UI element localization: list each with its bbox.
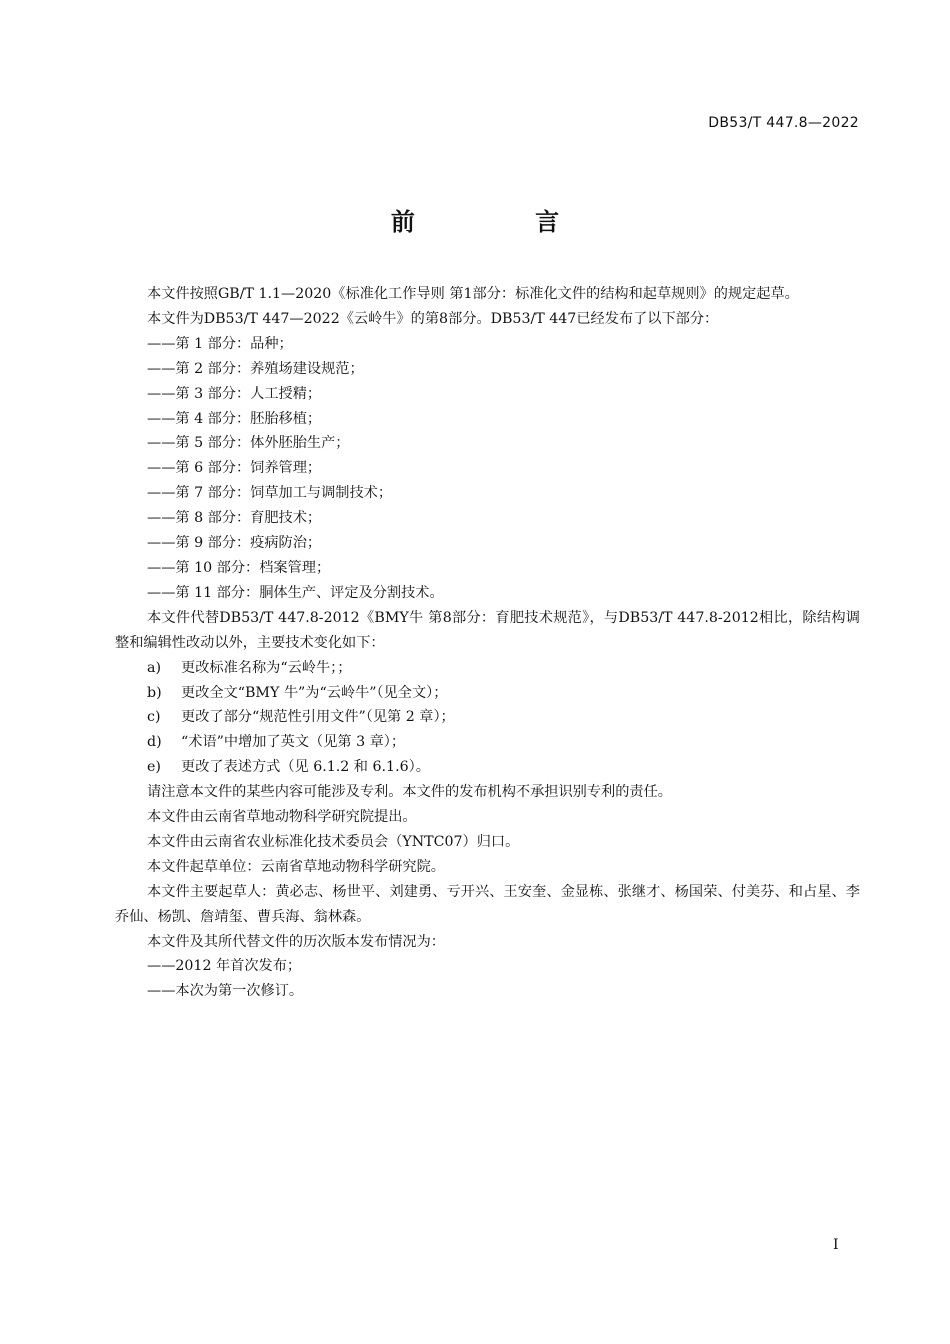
list-text: 更改全文“BMY 牛”为“云岭牛”（见全文）； (181, 684, 448, 701)
list-item: ——第 7 部分：饲草加工与调制技术； (147, 485, 393, 502)
list-item: ——第 9 部分：疫病防治； (147, 535, 322, 552)
list-item: ——第 3 部分：人工授精； (147, 385, 322, 402)
list-item: ——本次为第一次修订。 (147, 983, 304, 1000)
list-item: ——第 11 部分：胴体生产、评定及分割技术。 (147, 584, 444, 601)
list-item: ——第 2 部分：养殖场建设规范； (147, 360, 364, 377)
list-item: ——第 4 部分：胚胎移植； (147, 410, 322, 427)
page-title: 前 言 (390, 208, 616, 236)
paragraph: 本文件及其所代替文件的历次版本发布情况为： (147, 933, 445, 950)
paragraph: 本文件由云南省农业标准化技术委员会（YNTC07）归口。 (147, 833, 520, 850)
list-item (115, 681, 860, 706)
paragraph: 本文件为DB53/T 447—2022《云岭牛》的第8部分。DB53/T 447已经发布了以下部分： (147, 310, 719, 327)
list-item (115, 705, 860, 730)
list-text: “术语”中增加了英文（见第 3 章）； (181, 734, 406, 751)
paragraph: 本文件由云南省草地动物科学研究院提出。 (147, 809, 417, 826)
document-body (115, 282, 860, 1004)
list-text: 更改标准名称为“云岭牛；； (181, 659, 352, 676)
paragraph: 本文件按照GB/T 1.1—2020《标准化工作导则 第1部分：标准化文件的结构和起草规则》的规定起草。 (147, 286, 799, 302)
parts-list (115, 332, 860, 606)
standard-code: DB53/T 447.8—2022 (708, 115, 859, 131)
list-label: a) (147, 659, 161, 676)
list-item (115, 755, 860, 780)
list-item (115, 656, 860, 681)
changes-list (115, 656, 860, 781)
list-label: c) (147, 709, 161, 726)
paragraph: 本文件主要起草人：黄必志、杨世平、刘建勇、亏开兴、王安奎、金显栋、张继才、杨国荣、付美芬、和占星、李乔仙、杨凯、詹靖玺、曹兵海、翁林森。 (115, 883, 860, 925)
paragraph: 本文件代替DB53/T 447.8-2012《BMY牛 第8部分：育肥技术规范》，与DB53/T 447.8-2012相比，除结构调整和编辑性改动以外，主要技术变化如下： (115, 609, 860, 651)
page-number: I (833, 1237, 839, 1253)
list-item: ——第 8 部分：育肥技术； (147, 510, 322, 527)
list-item: ——2012 年首次发布； (147, 958, 302, 975)
list-text: 更改了表述方式（见 6.1.2 和 6.1.6）。 (181, 759, 430, 776)
list-item: ——第 6 部分：饲养管理； (147, 460, 322, 477)
paragraph: 请注意本文件的某些内容可能涉及专利。本文件的发布机构不承担识别专利的责任。 (147, 784, 672, 801)
list-item: ——第 5 部分：体外胚胎生产； (147, 435, 350, 452)
list-label: b) (147, 684, 162, 701)
list-label: e) (147, 759, 161, 776)
list-item: ——第 1 部分：品种； (147, 335, 293, 352)
list-label: d) (147, 734, 162, 751)
paragraph: 本文件起草单位：云南省草地动物科学研究院。 (147, 858, 445, 875)
list-item (115, 730, 860, 755)
list-text: 更改了部分“规范性引用文件”（见第 2 章）； (181, 709, 455, 726)
history-list (115, 954, 860, 1004)
list-item: ——第 10 部分：档案管理； (147, 559, 331, 576)
